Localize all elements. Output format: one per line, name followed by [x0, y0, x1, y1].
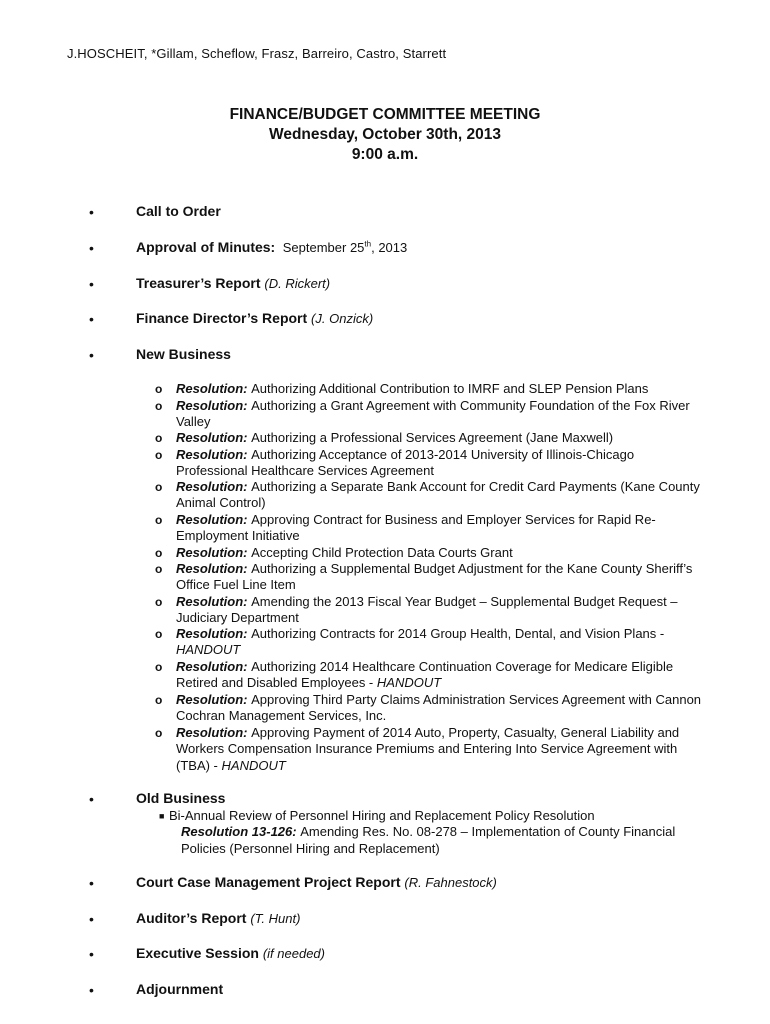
sub-bullet-icon — [155, 513, 167, 527]
agenda-item-label: Finance Director’s Report — [136, 310, 308, 326]
presenter-note: (T. Hunt) — [250, 911, 301, 926]
sub-bullet-icon — [155, 595, 167, 609]
bullet-icon — [89, 791, 99, 807]
bullet-icon — [89, 982, 99, 998]
agenda-item-call-to-order — [136, 203, 221, 219]
resolution-item: Resolution: Authorizing a Supplemental Budget Adjustment for the Kane County Sheriff’s Office Fuel Line Item — [176, 561, 693, 593]
presenter-note: (J. Onzick) — [311, 311, 374, 326]
sub-bullet-icon — [155, 431, 167, 445]
agenda-item-auditor — [136, 910, 300, 926]
agenda-item-label: Adjournment — [136, 981, 224, 997]
resolution-item: Resolution: Approving Contract for Business and Employer Services for Rapid Re-Employment Initiative — [176, 512, 656, 544]
agenda-item-label: Treasurer’s Report — [136, 275, 261, 291]
old-business-resolution: Resolution 13-126: Amending Res. No. 08-278 – Implementation of County Financial Policies (Personnel Hiring and Replacement) — [181, 824, 676, 856]
agenda-item-new-business — [136, 346, 231, 362]
sub-bullet-icon — [155, 562, 167, 576]
presenter-note: (D. Rickert) — [264, 276, 331, 291]
resolution-item: Resolution: Authorizing Additional Contribution to IMRF and SLEP Pension Plans — [176, 381, 649, 396]
agenda-item-label: Old Business — [136, 790, 226, 806]
sub-bullet-icon — [155, 660, 167, 674]
bullet-icon — [89, 311, 99, 327]
sub-bullet-icon — [155, 546, 167, 560]
agenda-item-label: Court Case Management Project Report — [136, 874, 401, 890]
resolution-item: Resolution: Approving Third Party Claims Administration Services Agreement with Cannon Cochran Management Services, Inc. — [176, 692, 702, 724]
presenter-note: (R. Fahnestock) — [404, 875, 497, 890]
bullet-icon — [89, 911, 99, 927]
attendee-list: J.HOSCHEIT, *Gillam, Scheflow, Frasz, Barreiro, Castro, Starrett — [67, 46, 447, 61]
sub-bullet-icon — [155, 382, 167, 396]
sub-bullet-icon — [155, 480, 167, 494]
old-business-item — [169, 808, 681, 857]
square-bullet-icon: ■ — [159, 811, 165, 821]
meeting-title-block — [0, 105, 770, 165]
resolution-item: Resolution: Authorizing a Professional Services Agreement (Jane Maxwell) — [176, 430, 614, 445]
meeting-date: Wednesday, October 30th, 2013 — [268, 126, 501, 143]
agenda-item-old-business — [136, 790, 225, 806]
resolution-item: Resolution: Approving Payment of 2014 Auto, Property, Casualty, General Liability and Workers Compensation Insurance Premiums and Entering Into Service Agreement with (TBA) - HANDOUT — [176, 725, 680, 773]
resolution-item: Resolution: Authorizing Acceptance of 2013-2014 University of Illinois-Chicago Professional Healthcare Services Agreement — [176, 447, 635, 479]
bullet-icon — [89, 240, 99, 256]
agenda-item-approval — [136, 239, 407, 255]
agenda-item-court-case — [136, 874, 497, 890]
agenda-item-label: Approval of Minutes: — [136, 239, 276, 255]
resolution-item: Resolution: Authorizing a Grant Agreement with Community Foundation of the Fox River Valley — [176, 398, 690, 430]
sub-bullet-icon — [155, 448, 167, 462]
sub-bullet-icon — [155, 627, 167, 641]
minutes-date: September 25th, 2013 — [282, 239, 408, 255]
resolution-item: Resolution: Accepting Child Protection Data Courts Grant — [176, 545, 513, 560]
agenda-item-finance-director — [136, 310, 373, 326]
sub-bullet-icon — [155, 399, 167, 413]
agenda-item-executive-session — [136, 945, 325, 961]
resolution-item: Resolution: Authorizing 2014 Healthcare Continuation Coverage for Medicare Eligible Retired and Disabled Employees - HANDOUT — [176, 659, 674, 691]
bullet-icon — [89, 875, 99, 891]
sub-bullet-icon — [155, 693, 167, 707]
agenda-item-adjournment — [136, 981, 223, 997]
agenda-item-label: Auditor’s Report — [136, 910, 247, 926]
bullet-icon — [89, 946, 99, 962]
resolution-item: Resolution: Authorizing Contracts for 2014 Group Health, Dental, and Vision Plans - HANDOUT — [176, 626, 665, 658]
resolution-item: Resolution: Authorizing a Separate Bank Account for Credit Card Payments (Kane County Animal Control) — [176, 479, 700, 511]
resolution-item: Resolution: Amending the 2013 Fiscal Year Budget – Supplemental Budget Request – Judiciary Department — [176, 594, 678, 626]
bullet-icon — [89, 347, 99, 363]
sub-bullet-icon — [155, 726, 167, 740]
bullet-icon — [89, 276, 99, 292]
agenda-item-label: Call to Order — [136, 203, 221, 219]
presenter-note: (if needed) — [262, 946, 325, 961]
agenda-item-treasurer — [136, 275, 330, 291]
agenda-item-label: New Business — [136, 346, 231, 362]
bullet-icon — [89, 204, 99, 220]
meeting-time: 9:00 a.m. — [351, 146, 419, 163]
old-business-title: Bi-Annual Review of Personnel Hiring and Replacement Policy Resolution — [169, 808, 595, 823]
agenda-item-label: Executive Session — [136, 945, 259, 961]
meeting-title: FINANCE/BUDGET COMMITTEE MEETING — [229, 106, 541, 123]
